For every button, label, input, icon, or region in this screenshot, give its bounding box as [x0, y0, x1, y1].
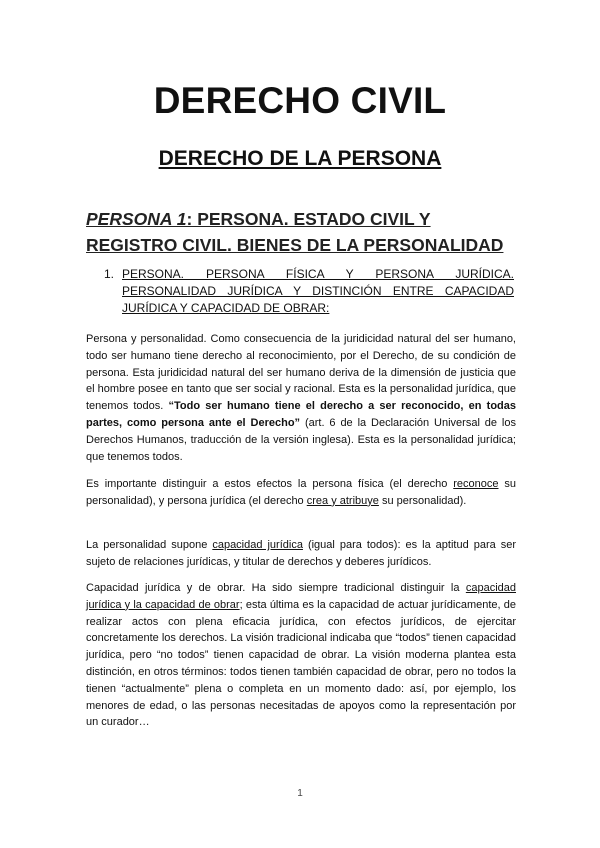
- paragraph-text: Es importante distinguir a estos efectos la persona física (el derecho: [86, 478, 454, 490]
- section-number: 1.: [104, 267, 115, 281]
- section-heading: [104, 266, 514, 317]
- paragraph-text: La personalidad supone: [86, 539, 213, 551]
- paragraph-text: (igual para todos): es la aptitud para ser sujeto de relaciones jurídicas, y titular de derechos y deberes jurídicos.: [86, 539, 517, 568]
- paragraph-persona-fisica-juridica: [86, 476, 516, 510]
- page-number: 1: [297, 788, 303, 799]
- underlined-term: reconoce: [453, 478, 499, 490]
- paragraph-text: su personalidad).: [378, 494, 467, 507]
- paragraph-text: Capacidad jurídica y de obrar. Ha sido siempre tradicional distinguir la: [86, 582, 466, 594]
- chapter-heading: [86, 206, 518, 258]
- paragraph-text: su personalidad), y persona jurídica (el derecho: [86, 478, 516, 507]
- paragraph-bold-quote: “Todo ser humano tiene el derecho a ser reconocido, en todas partes, como persona ante el Derecho”: [86, 400, 516, 429]
- section-title: PERSONA. PERSONA FÍSICA Y PERSONA JURÍDICA. PERSONALIDAD JURÍDICA Y DISTINCIÓN ENTRE CAPACIDAD JURÍDICA Y CAPACIDAD DE OBRAR:: [122, 267, 514, 315]
- chapter-heading-rest: : PERSONA. ESTADO CIVIL Y REGISTRO CIVIL. BIENES DE LA PERSONALIDAD: [86, 209, 504, 255]
- paragraph-text: Persona y personalidad. Como consecuencia de la juridicidad natural del ser humano, todo ser humano tiene derecho al reconocimiento, por el Derecho, de su condición de persona. Esta juridicidad natural del ser humano deriva de la dimensión de justicia que el hombre posee en tanto que ser social y racional. Esta es la personalidad jurídica, que tenemos todos.: [86, 333, 516, 413]
- underlined-term: crea y atribuye: [306, 494, 379, 507]
- paragraph-personalidad: [86, 331, 516, 465]
- paragraph-text: ; esta última es la capacidad de actuar jurídicamente, de realizar actos con plena eficacia jurídica, con efectos jurídicos, de ejercitar concretamente los derechos. La visión tradicional indicaba que “todos” tienen capacidad jurídica, pero “no todos” tienen capacidad de obrar. La visión moderna plantea esta distinción, en otros términos: todos tienen también capacidad de obrar, pero no todos la tienen “actualmente” plena o completa en un momento dado: así, por ejemplo, los menores de edad, o las personas necesitadas de apoyos como la representación por un curador…: [86, 598, 516, 729]
- underlined-term: capacidad jurídica y la capacidad de obrar: [86, 582, 516, 611]
- paragraph-capacidad-juridica: [86, 537, 516, 571]
- paragraph-capacidad-obrar: [86, 580, 516, 731]
- document-title: DERECHO CIVIL: [153, 80, 447, 121]
- document-subtitle: DERECHO DE LA PERSONA: [158, 147, 442, 170]
- underlined-term: capacidad jurídica: [212, 539, 303, 551]
- chapter-heading-prefix: PERSONA 1: [86, 209, 187, 229]
- paragraph-text: (art. 6 de la Declaración Universal de los Derechos Humanos, traducción de la versión inglesa). Esta es la personalidad jurídica; que tenemos todos.: [86, 416, 516, 463]
